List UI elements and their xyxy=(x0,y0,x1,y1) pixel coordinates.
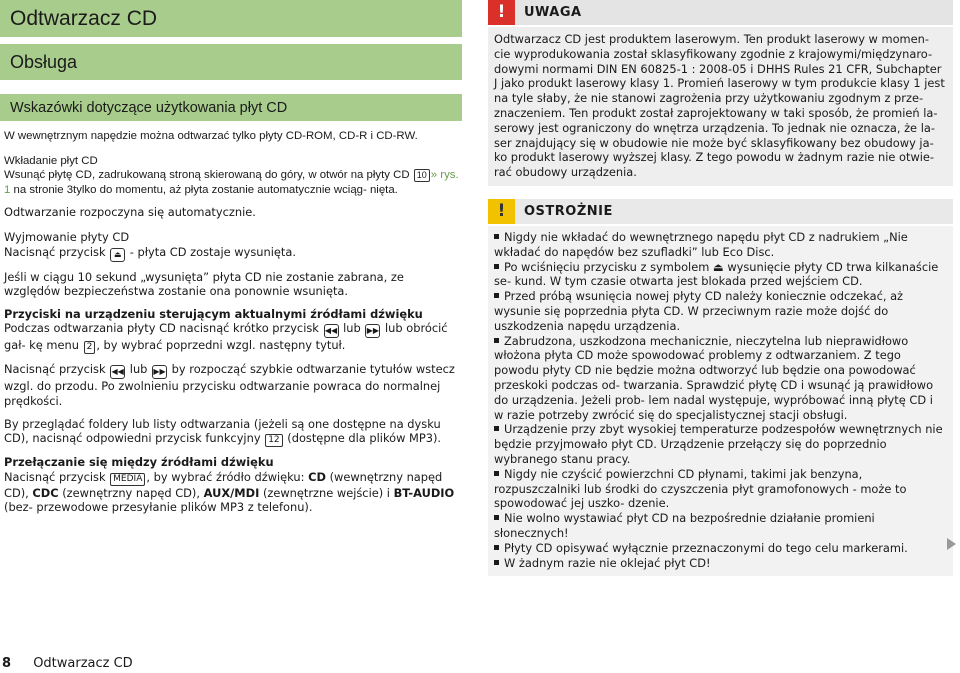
media-key: MEDIA xyxy=(110,473,145,486)
source-cdc: CDC xyxy=(32,485,59,500)
switch-title: Przełączanie się między źródłami dźwięku xyxy=(4,455,274,470)
bullet-icon xyxy=(494,264,499,269)
warning-title: UWAGA xyxy=(524,5,582,20)
insert-key: 10 xyxy=(414,169,430,182)
fast-forward-icon: ▶▶ xyxy=(365,324,380,338)
buttons-text xyxy=(0,321,462,354)
caution-header xyxy=(488,199,953,224)
bullet-icon xyxy=(494,426,499,431)
folders-text-b: (dostępne dla plików MP3). xyxy=(287,431,442,446)
list-item: Nigdy nie czyścić powierzchni CD płynami, takimi jak benzyna, rozpuszczalniki lub środki do czyszczenia płyt gramofonowych - może to spowodować jej uszko- dzenie. xyxy=(494,466,907,511)
buttons-text-b: lub obrócić gał- kę menu xyxy=(4,321,448,353)
source-aux-desc: (zewnętrzne wejście) i xyxy=(262,485,390,500)
insert-text-b: na stronie 3tylko do momentu, aż płyta zostanie automatycznie wciąg- nięta. xyxy=(10,183,398,196)
insert-text-a: Wsunąć płytę CD, zadrukowaną stroną skierowaną do góry, w otwór na płyty CD xyxy=(4,169,410,182)
triangle-right-icon[interactable] xyxy=(947,538,956,550)
insert-title: Wkładanie płyt CD xyxy=(4,154,98,167)
list-item: Nigdy nie wkładać do wewnętrznego napędu płyt CD z nadrukiem „Nie wkładać do napędów bez szufladki” lub Eco Disc. xyxy=(494,229,908,259)
insert-text xyxy=(0,168,462,197)
caution-icon: ! xyxy=(488,199,515,224)
bullet-icon xyxy=(494,338,499,343)
list-item: Po wciśnięciu przycisku z symbolem ⏏ wysunięcie płyty CD trwa kilkanaście se- kund. W tym czasie otwarta jest blokada przed wejściem CD. xyxy=(494,259,939,289)
eject-text xyxy=(0,245,462,262)
caution-list xyxy=(488,226,953,576)
hold-text-b: by rozpocząć szybkie odtwarzanie tytułów wstecz wzgl. do przodu. Po zwolnieniu przycisku odtwarzanie powraca do normalnej prędkości. xyxy=(4,362,455,408)
source-bt: BT-AUDIO xyxy=(393,485,455,500)
hold-text-a: Nacisnąć przycisk xyxy=(4,362,106,377)
eject-icon: ⏏ xyxy=(110,248,125,262)
figure-link[interactable]: » rys. 1 xyxy=(4,169,459,196)
source-bt-desc: (bez- przewodowe przesyłanie plików MP3 z telefonu). xyxy=(4,500,313,515)
intro-text: W wewnętrznym napędzie można odtwarzać tylko płyty CD-ROM, CD-R i CD-RW. xyxy=(4,130,418,142)
page-number: 8 xyxy=(2,656,12,671)
caution-title: OSTROŻNIE xyxy=(524,203,613,219)
bullet-icon xyxy=(494,471,499,476)
function-key: 12 xyxy=(265,434,282,447)
hold-or: lub xyxy=(129,362,148,377)
list-item: W żadnym razie nie oklejać płyt CD! xyxy=(494,556,945,571)
buttons-text-a: Podczas odtwarzania płyty CD nacisnąć krótko przycisk xyxy=(4,321,319,336)
autoplay-text: Odtwarzanie rozpoczyna się automatycznie. xyxy=(4,205,256,220)
source-cdc-desc: (zewnętrzny napęd CD), xyxy=(62,485,200,500)
warning-icon: ! xyxy=(488,0,515,25)
eject-text-a: Nacisnąć przycisk xyxy=(4,244,106,259)
buttons-title: Przyciski na urządzeniu sterującym aktualnymi źródłami dźwięku xyxy=(4,306,423,321)
list-item: Urządzenie przy zbyt wysokiej temperaturze podzespołów wewnętrznych nie będzie przyjmowało płyt CD. Urządzenie przełączy się do poprzednio wybranego stanu pracy. xyxy=(494,422,943,466)
folders-text xyxy=(0,417,462,448)
buttons-or: lub xyxy=(343,321,361,336)
bullet-icon xyxy=(494,234,499,239)
list-item: Płyty CD opisywać wyłącznie przeznaczonymi do tego celu markerami. xyxy=(494,541,945,556)
chapter-title: Odtwarzacz CD xyxy=(0,0,462,37)
list-item: Zabrudzona, uszkodzona mechanicznie, nieczytelna lub nieprawidłowo włożona płyta CD może spowodować problemy z odtwarzaniem. Z tego powodu płyty CD nie będzie można odtworzyć lub będzie ona powodować przeskoki podczas od- twarzania. Sprawdzić płytę CD i wsunąć ją prawidłowo do urządzenia. Jeżeli prob- lem nadal występuje, wypróbować inną płytę CD i w razie potrzeby zwrócić się do specjalistycznej stacji obsługi. xyxy=(494,333,934,422)
warning-header xyxy=(488,0,953,25)
folders-text-a: By przeglądać foldery lub listy odtwarzania (jeżeli są one dostępne na dysku CD), nacisnąć odpowiedni przycisk funkcyjny xyxy=(4,416,441,446)
bullet-icon xyxy=(494,560,499,565)
bullet-icon xyxy=(494,293,499,298)
subsection-title: Wskazówki dotyczące użytkowania płyt CD xyxy=(0,94,462,121)
switch-text-b: , by wybrać źródło dźwięku: xyxy=(146,469,305,484)
footer-title: Odtwarzacz CD xyxy=(33,656,133,671)
rewind-icon: ◀◀ xyxy=(324,324,339,338)
warning-text: Odtwarzacz CD jest produktem laserowym. Ten produkt laserowy w momen- cie wyprodukowania został sklasyfikowany zgodnie z krajowymi/międzynaro- dowymi normami DIN EN 60825-1 : 2008-05 i DHHS Rules 21 CFR, Subchapter J jako produkt laserowy klasy 1. Promień laserowy w tym produkcie klasy 1 jest na tyle słaby, że nie stanowi zagrożenia przy użytkowaniu zgodnym z prze- znaczeniem. Ten produkt został zaprojektowany w taki sposób, że promień la- serowy jest ograniczony do wnętrza urządzenia. To jednak nie oznacza, że la- ser znajdujący się w obudowie nie może być sklasyfikowany bez obudowy ja- ko produkt laserowy wyższej klasy. Z tego powodu w żadnym razie nie otwie- rać obudowy urządzenia. xyxy=(488,27,953,186)
fast-forward-icon: ▶▶ xyxy=(152,365,167,379)
list-item: Przed próbą wsunięcia nowej płyty CD należy koniecznie odczekać, aż wysunie się poprzednia płyta CD. W przeciwnym razie może dojść do uszkodzenia napędu urządzenia. xyxy=(494,289,904,333)
hold-text xyxy=(0,362,462,408)
section-title: Obsługa xyxy=(0,44,462,80)
eject-note: Jeśli w ciągu 10 sekund „wysunięta” płyta CD nie zostanie zabrana, ze względów bezpieczeństwa zostanie ona ponownie wsunięta. xyxy=(4,269,404,299)
buttons-text-c: , by wybrać poprzedni wzgl. następny tytuł. xyxy=(96,338,346,353)
page-footer xyxy=(2,656,133,671)
left-column xyxy=(0,0,462,515)
source-cd-desc: (wewnętrzny napęd CD), xyxy=(4,469,443,500)
switch-text xyxy=(0,470,462,515)
source-cd: CD xyxy=(308,469,326,484)
eject-title: Wyjmowanie płyty CD xyxy=(4,229,130,244)
bullet-icon xyxy=(494,515,499,520)
switch-text-a: Nacisnąć przycisk xyxy=(4,469,106,484)
list-item: Nie wolno wystawiać płyt CD na bezpośrednie działanie promieni słonecznych! xyxy=(494,511,875,540)
menu-key: 2 xyxy=(84,341,96,354)
source-aux: AUX/MDI xyxy=(203,485,260,500)
eject-text-b: - płyta CD zostaje wysunięta. xyxy=(126,244,296,259)
rewind-icon: ◀◀ xyxy=(110,365,125,379)
bullet-icon xyxy=(494,545,499,550)
right-column xyxy=(488,0,953,576)
